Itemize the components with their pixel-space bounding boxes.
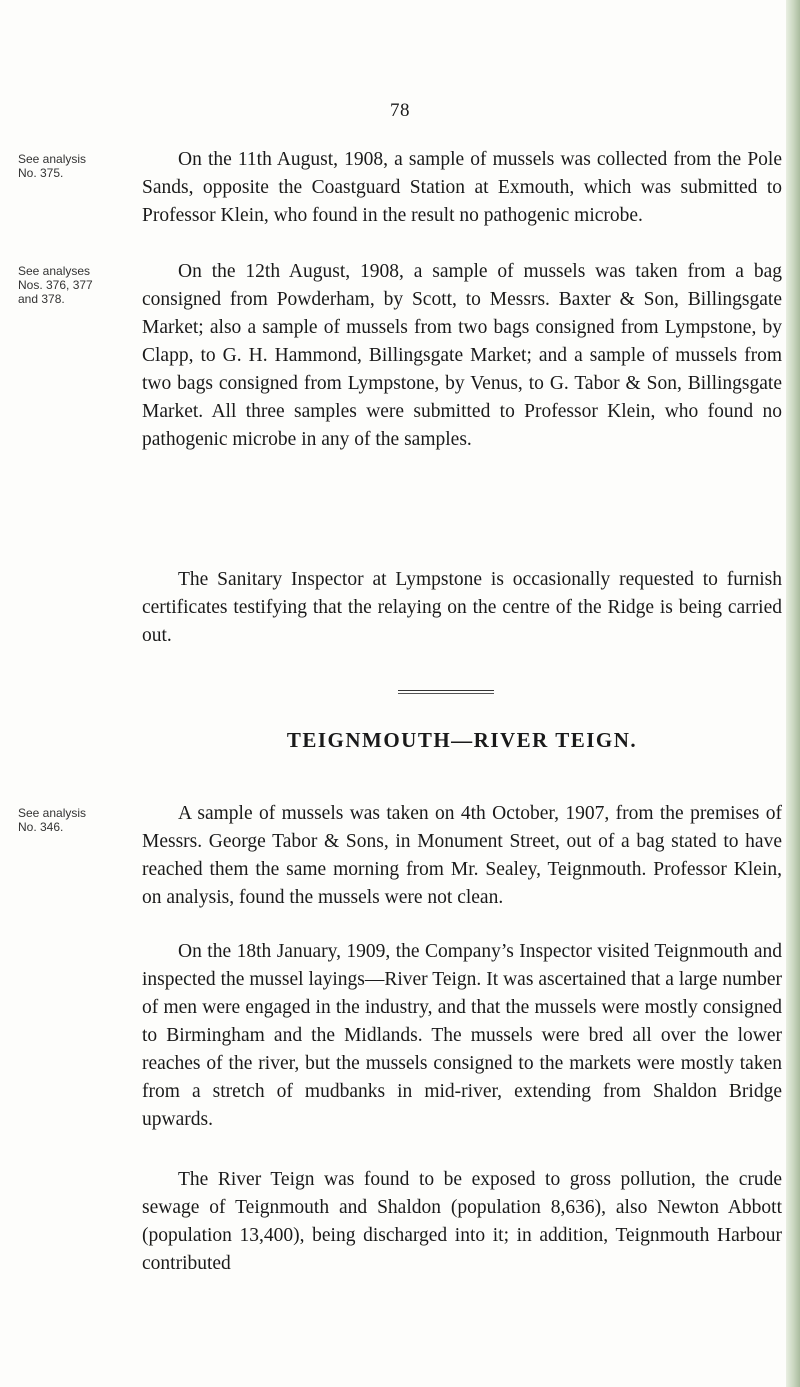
paragraph-sanitary-inspector: The Sanitary Inspector at Lympstone is occasionally requested to furnish certificates testifying that the relaying on the centre of the Ridge is being carried out. xyxy=(142,569,782,646)
paragraph-river-pollution: The River Teign was found to be exposed to gross pollution, the crude sewage of Teignmouth and Shaldon (population 8,636), also Newton Abbott (population 13,400), being discharged into it; in addition, Teignmouth Harbour contributed xyxy=(142,1169,782,1274)
margin-note-analyses-376-378: See analyses Nos. 376, 377 and 378. xyxy=(18,264,93,306)
page-edge-shadow xyxy=(786,0,800,1387)
section-divider-second-line xyxy=(398,693,494,694)
paragraph-exmouth-sample: On the 11th August, 1908, a sample of mussels was collected from the Pole Sands, opposite the Coastguard Station at Exmouth, which was submitted to Professor Klein, who found in the result no pathogenic microbe. xyxy=(142,149,782,226)
margin-note-analysis-346: See analysis No. 346. xyxy=(18,806,87,834)
section-heading: TEIGNMOUTH—RIVER TEIGN. xyxy=(286,728,638,752)
paragraph-billingsgate-samples: On the 12th August, 1908, a sample of mussels was taken from a bag consigned from Powderham, by Scott, to Messrs. Baxter & Son, Billingsgate Market; also a sample of mussels from two bags consigned from Lympstone, by Clapp, to G. H. Hammond, Billingsgate Market; and a sample of mussels from two bags consigned from Lympstone, by Venus, to G. Tabor & Son, Billingsgate Market. All three samples were submitted to Professor Klein, who found no pathogenic microbe in any of the samples. xyxy=(142,261,782,450)
margin-note-analysis-375: See analysis No. 375. xyxy=(18,152,87,180)
section-divider xyxy=(398,690,494,691)
paragraph-teignmouth-sample: A sample of mussels was taken on 4th October, 1907, from the premises of Messrs. George Tabor & Sons, in Monument Street, out of a bag stated to have reached them the same morning from Mr. Sealey, Teignmouth. Professor Klein, on analysis, found the mussels were not clean. xyxy=(142,803,782,908)
paragraph-inspector-visit: On the 18th January, 1909, the Company’s Inspector visited Teignmouth and inspected the mussel layings—River Teign. It was ascertained that a large number of men were engaged in the industry, and that the mussels were mostly consigned to Birmingham and the Midlands. The mussels were bred all over the lower reaches of the river, but the mussels consigned to the markets were mostly taken from a stretch of mudbanks in mid-river, extending from Shaldon Bridge upwards. xyxy=(142,941,782,1130)
page-number: 78 xyxy=(390,100,410,121)
